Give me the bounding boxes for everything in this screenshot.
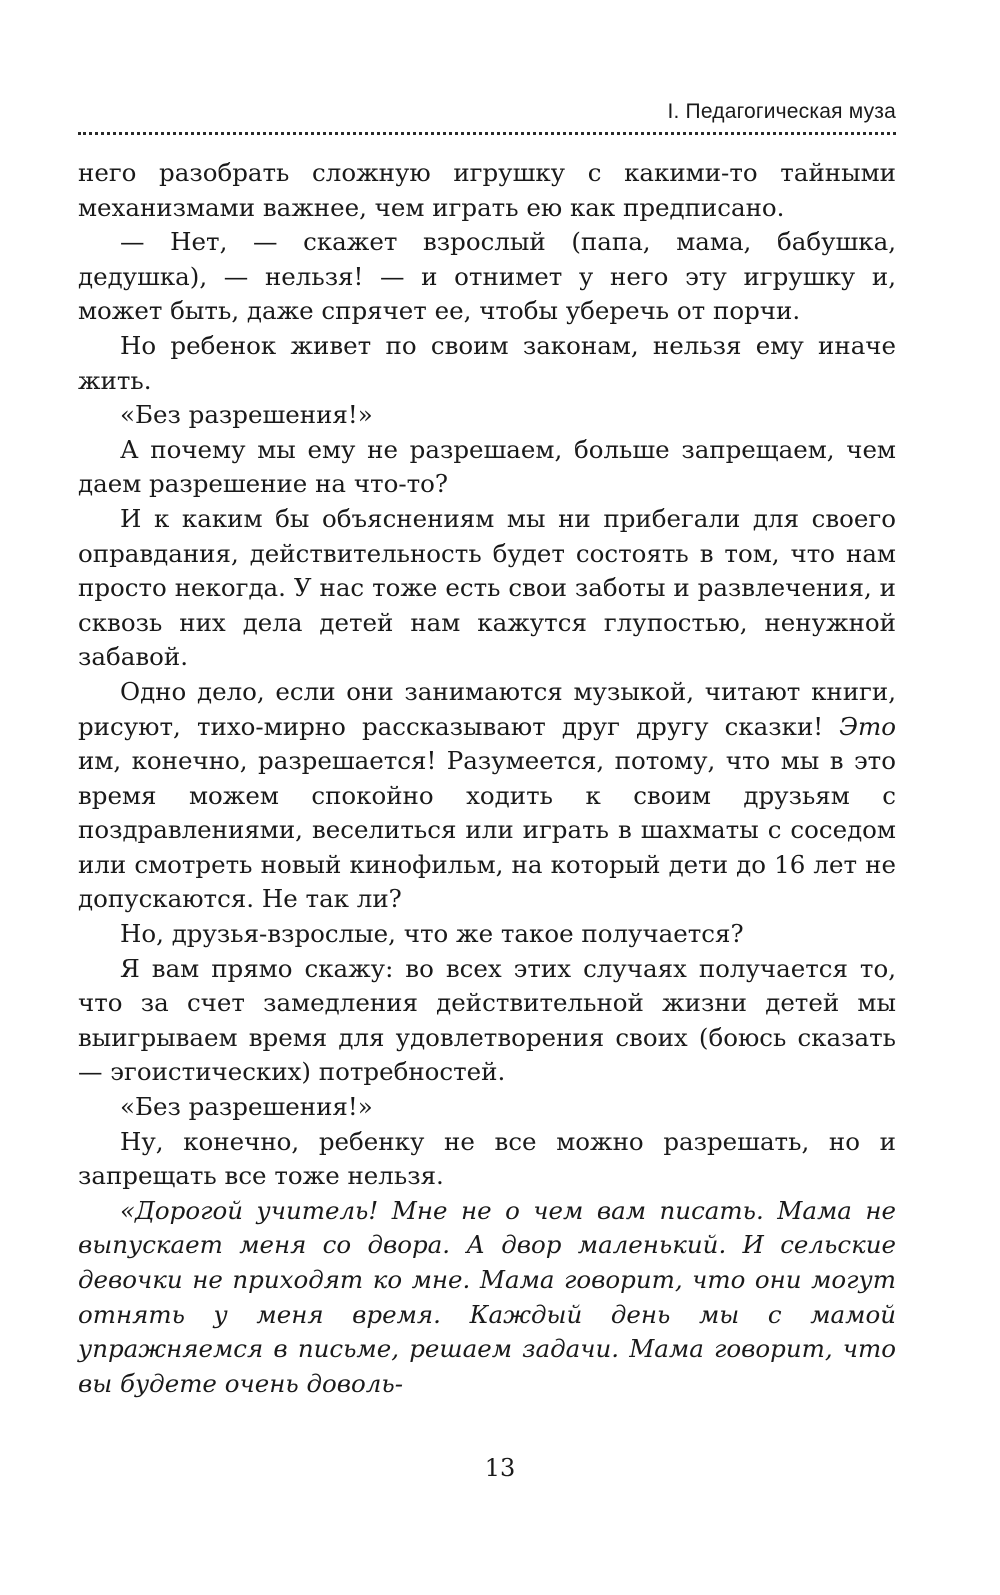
page-number: 13 [484, 1454, 516, 1482]
paragraph-7 [78, 675, 896, 917]
header-dotted-rule [78, 132, 896, 135]
running-header: I. Педагогическая муза [667, 100, 896, 123]
paragraph-3: Но ребенок живет по своим законам, нельзя ему иначе жить. [78, 330, 896, 395]
paragraph-2: — Нет, — скажет взрослый (папа, мама, бабушка, дедушка), — нельзя! — и отнимет у него эту игрушку и, может быть, даже спрячет ее, чтобы уберечь от порчи. [78, 227, 896, 326]
paragraph-7-part-2: им, конечно, разрешается! Разумеется, потому, что мы в это время можем спокойно ходить к своим друзьям с поздравлениями, веселиться или играть в шахматы с соседом или смотреть новый кинофильм, на который дети до 16 лет не допускаются. Не так ли? [78, 746, 896, 914]
paragraph-4: «Без разрешения!» [120, 400, 373, 430]
paragraph-11: Ну, конечно, ребенку не все можно разрешать, но и запрещать все тоже нельзя. [78, 1126, 896, 1191]
paragraph-8: Но, друзья-взрослые, что же такое получается? [120, 919, 744, 949]
paragraph-1: него разобрать сложную игрушку с какими-то тайными механизмами важнее, чем играть ею как предписано. [78, 158, 896, 222]
paragraph-6: И к каким бы объяснениям мы ни прибегали для своего оправдания, действительность будет состоять в том, что нам просто некогда. У нас тоже есть свои заботы и развлечения, и сквозь них дела детей нам кажутся глупостью, ненужной забавой. [78, 503, 896, 672]
paragraph-7-italic-word: Это [839, 711, 896, 741]
paragraph-7-part-1: Одно дело, если они занимаются музыкой, читают книги, рисуют, тихо-мирно рассказывают друг другу сказки! [78, 676, 896, 741]
paragraph-5: А почему мы ему не разрешаем, больше запрещаем, чем даем разрешение на что-то? [78, 434, 896, 499]
paragraph-9: Я вам прямо скажу: во всех этих случаях получается то, что за счет замедления действительной жизни детей мы выигрываем время для удовлетворения своих (боюсь сказать — эгоистических) потребностей. [78, 953, 896, 1087]
body-text [78, 156, 896, 1401]
letter-quote: «Дорогой учитель! Мне не о чем вам писать. Мама не выпускает меня со двора. А двор маленький. И сельские девочки не приходят ко мне. Мама говорит, что они могут отнять у меня время. Каждый день мы с мамой упражняемся в письме, решаем задачи. Мама говорит, что вы будете очень доволь- [78, 1195, 896, 1398]
paragraph-10: «Без разрешения!» [120, 1092, 373, 1122]
